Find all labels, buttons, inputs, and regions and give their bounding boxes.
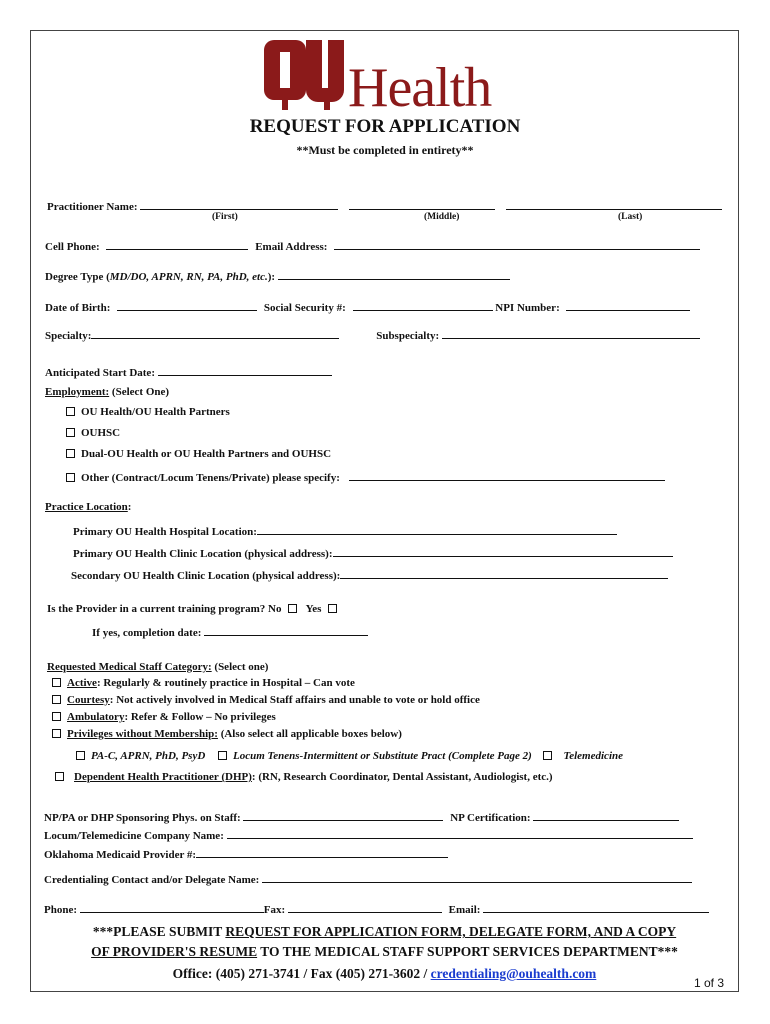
degree-type-examples: MD/DO, APRN, RN, PA, PhD, etc. [109, 271, 268, 283]
first-name-field[interactable] [140, 198, 338, 210]
subspecialty-label: Subspecialty: [376, 330, 440, 342]
employment-option[interactable]: OUHSC [66, 427, 120, 439]
np-cert-label: NP Certification: [450, 812, 531, 824]
npi-field[interactable] [566, 299, 690, 311]
completion-date-label: If yes, completion date: [92, 627, 202, 639]
logo-wordmark: Health [348, 57, 492, 112]
checkbox-icon[interactable] [66, 449, 75, 458]
employment-option[interactable]: OU Health/OU Health Partners [66, 406, 230, 418]
submit-instructions-line2: OF PROVIDER'S RESUME TO THE MEDICAL STAFF SUPPORT SERVICES DEPARTMENT*** [91, 944, 678, 959]
specialty-field[interactable] [91, 327, 339, 339]
other-employment-field[interactable] [349, 469, 665, 481]
credentialing-email-link[interactable]: credentialing@ouhealth.com [430, 966, 597, 981]
staff-category-active[interactable]: Active: Regularly & routinely practice in Hospital – Can vote [52, 677, 355, 689]
staff-category-privileges[interactable]: Privileges without Membership: (Also select all applicable boxes below) [52, 728, 402, 740]
cell-phone-field[interactable] [106, 238, 248, 250]
telemedicine-checkbox[interactable] [543, 751, 552, 760]
page-number: 1 of 3 [694, 976, 725, 990]
employment-hint: (Select One) [111, 386, 170, 398]
np-dhp-label: NP/PA or DHP Sponsoring Phys. on Staff: [44, 812, 241, 824]
training-no-checkbox[interactable] [288, 604, 297, 613]
secondary-clinic-label: Secondary OU Health Clinic Location (physical address): [71, 570, 341, 582]
phone-label: Phone: [44, 904, 77, 916]
ou-health-logo [262, 36, 512, 112]
specialty-label: Specialty: [45, 330, 92, 342]
first-caption: (First) [212, 212, 238, 222]
checkbox-icon[interactable] [66, 407, 75, 416]
staff-category-hint: (Select one) [214, 661, 269, 673]
dob-field[interactable] [117, 299, 257, 311]
completion-date-field[interactable] [204, 624, 368, 636]
pa-aprn-checkbox[interactable] [76, 751, 85, 760]
locum-label: Locum Tenens-Intermittent or Substitute Pract (Complete Page 2) [233, 750, 532, 762]
locum-checkbox[interactable] [218, 751, 227, 760]
email-address-field[interactable] [334, 238, 700, 250]
email-address-label: Email Address: [255, 241, 328, 253]
email-field[interactable] [483, 901, 709, 913]
ssn-field[interactable] [353, 299, 493, 311]
ssn-label: Social Security #: [263, 302, 346, 314]
dob-label: Date of Birth: [45, 302, 111, 314]
checkbox-icon[interactable] [55, 772, 64, 781]
staff-category-ambulatory[interactable]: Ambulatory: Refer & Follow – No privileges [52, 711, 276, 723]
primary-clinic-label: Primary OU Health Clinic Location (physical address): [73, 548, 333, 560]
checkbox-icon[interactable] [52, 712, 61, 721]
secondary-clinic-field[interactable] [340, 567, 668, 579]
fax-label: Fax: [263, 904, 286, 916]
medicaid-label: Oklahoma Medicaid Provider #: [44, 849, 197, 861]
primary-hospital-field[interactable] [257, 523, 617, 535]
training-no-label: No [268, 603, 282, 615]
practice-location-label: Practice Location [45, 501, 128, 513]
contact-label: Credentialing Contact and/or Delegate Name: [44, 874, 260, 886]
last-caption: (Last) [618, 212, 643, 222]
middle-name-field[interactable] [349, 198, 495, 210]
employment-option[interactable]: Other (Contract/Locum Tenens/Private) please specify: [66, 469, 665, 484]
employment-option[interactable]: Dual-OU Health or OU Health Partners and OUHSC [66, 448, 331, 460]
training-question: Is the Provider in a current training program? [47, 603, 266, 615]
np-dhp-field[interactable] [243, 809, 443, 821]
fax-field[interactable] [288, 901, 442, 913]
checkbox-icon[interactable] [66, 473, 75, 482]
degree-type-prefix: Degree Type ( [45, 271, 110, 283]
medicaid-field[interactable] [196, 846, 448, 858]
np-cert-field[interactable] [533, 809, 679, 821]
pa-aprn-label: PA-C, APRN, PhD, PsyD [91, 750, 206, 762]
npi-label: NPI Number: [495, 302, 560, 314]
staff-category-label: Requested Medical Staff Category: [47, 661, 212, 673]
email-label: Email: [448, 904, 481, 916]
cell-phone-label: Cell Phone: [45, 241, 100, 253]
start-date-field[interactable] [158, 364, 332, 376]
submit-instructions-line1: ***PLEASE SUBMIT REQUEST FOR APPLICATION FORM, DELEGATE FORM, AND A COPY [92, 924, 677, 939]
contact-field[interactable] [262, 871, 692, 883]
primary-clinic-field[interactable] [333, 545, 673, 557]
subspecialty-field[interactable] [442, 327, 700, 339]
page-title: REQUEST FOR APPLICATION [249, 116, 521, 137]
page-subtitle: **Must be completed in entirety** [296, 143, 474, 157]
staff-category-dependent[interactable]: Dependent Health Practitioner (DHP): (RN, Research Coordinator, Dental Assistant, Audiologist, etc.) [55, 771, 553, 783]
checkbox-icon[interactable] [52, 695, 61, 704]
primary-hospital-label: Primary OU Health Hospital Location: [73, 526, 257, 538]
locum-company-field[interactable] [227, 827, 693, 839]
telemedicine-label: Telemedicine [563, 750, 623, 762]
start-date-label: Anticipated Start Date: [45, 367, 155, 379]
employment-label: Employment: [45, 386, 110, 398]
middle-caption: (Middle) [424, 212, 460, 222]
checkbox-icon[interactable] [52, 729, 61, 738]
locum-company-label: Locum/Telemedicine Company Name: [44, 830, 224, 842]
training-yes-label: Yes [305, 603, 322, 615]
checkbox-icon[interactable] [52, 678, 61, 687]
office-contact: Office: (405) 271-3741 / Fax (405) 271-3602 / credentialing@ouhealth.com [172, 966, 597, 981]
degree-type-field[interactable] [278, 268, 510, 280]
staff-category-courtesy[interactable]: Courtesy: Not actively involved in Medical Staff affairs and unable to vote or hold office [52, 694, 480, 706]
degree-type-suffix: ): [267, 271, 276, 283]
training-yes-checkbox[interactable] [328, 604, 337, 613]
practitioner-name-label: Practitioner Name: [47, 201, 138, 213]
phone-field[interactable] [80, 901, 264, 913]
last-name-field[interactable] [506, 198, 722, 210]
checkbox-icon[interactable] [66, 428, 75, 437]
